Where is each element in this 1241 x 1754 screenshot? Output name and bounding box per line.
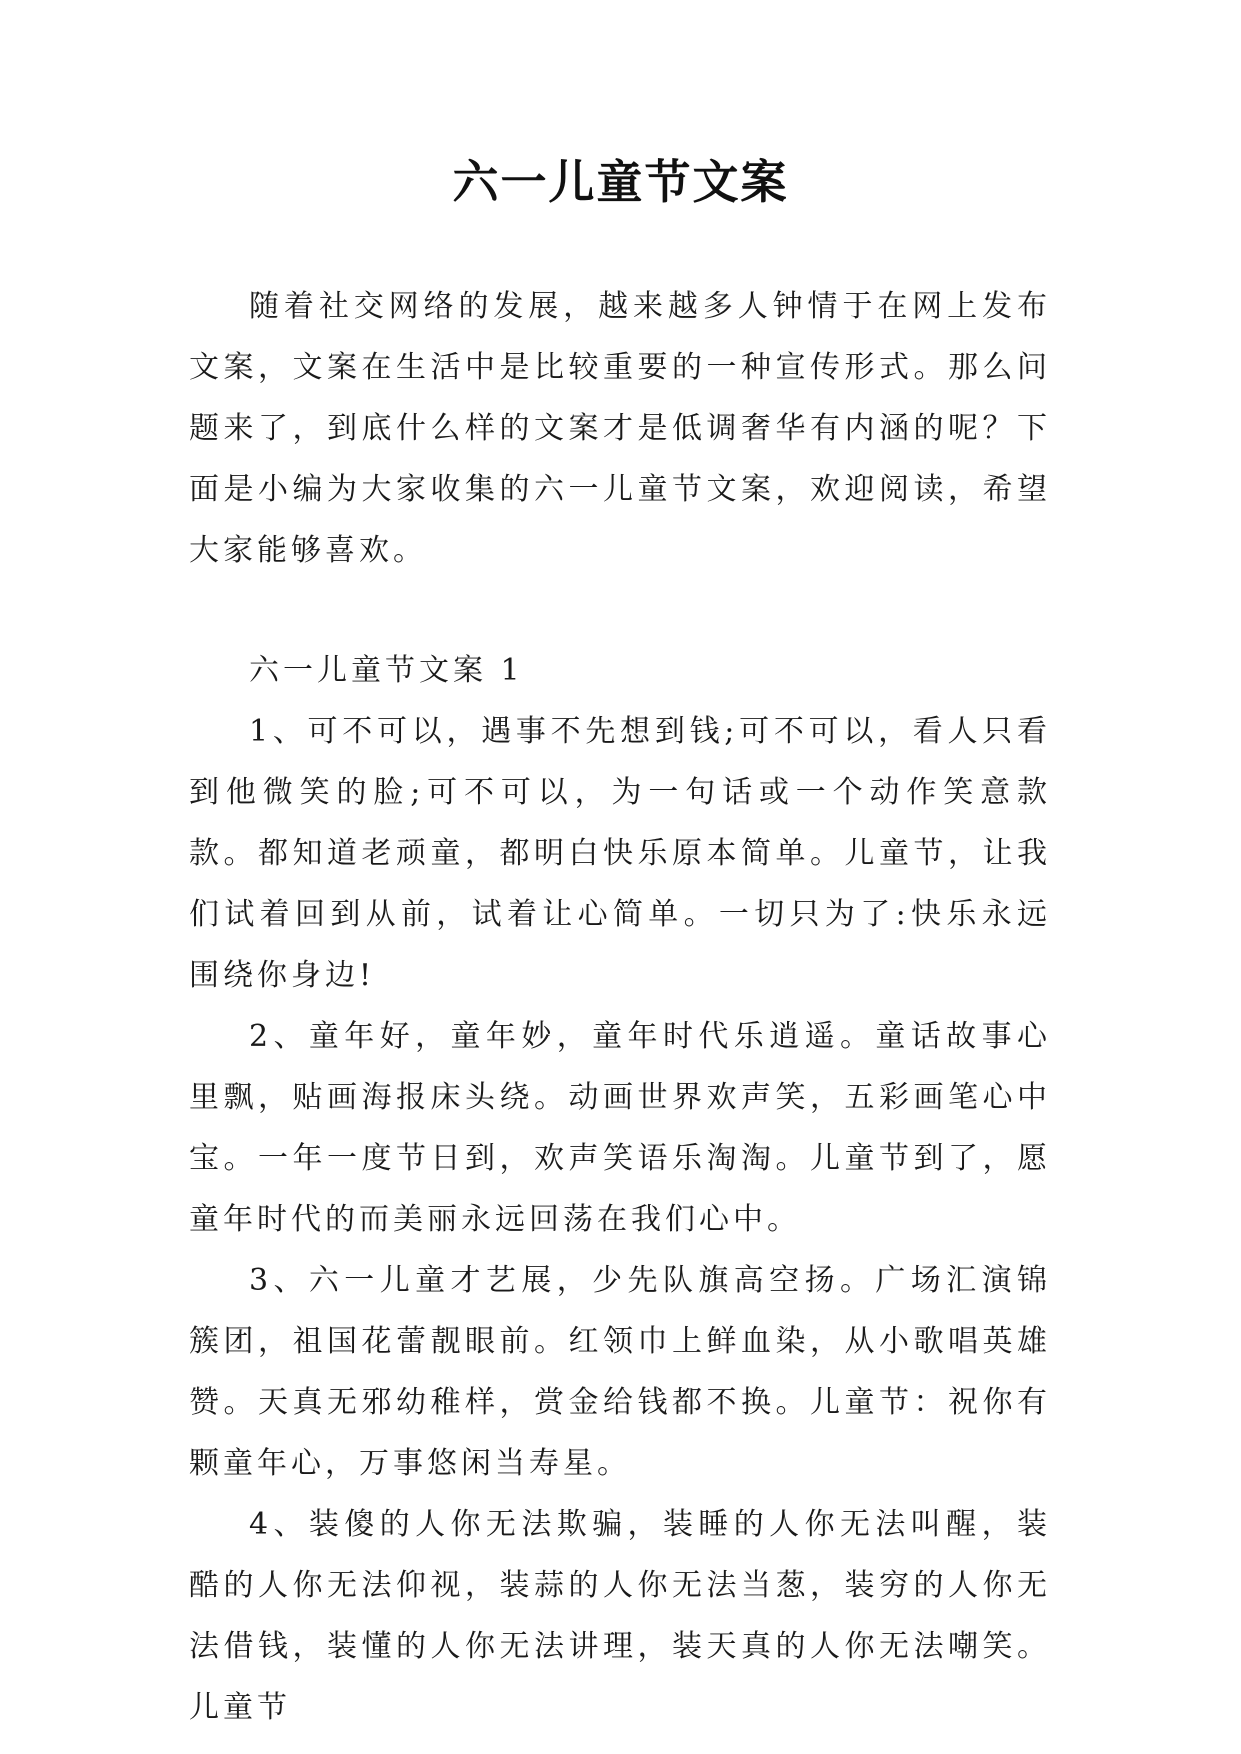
list-item: 2、童年好，童年妙，童年时代乐逍遥。童话故事心里飘，贴画海报床头绕。动画世界欢声笑，五彩画笔心中宝。一年一度节日到，欢声笑语乐淘淘。儿童节到了，愿童年时代的而美丽永远回荡在我们心中。 — [189, 1019, 1051, 1237]
intro-section — [189, 276, 1051, 581]
section-heading: 六一儿童节文案 1 — [249, 653, 524, 688]
list-item: 4、装傻的人你无法欺骗，装睡的人你无法叫醒，装酷的人你无法仰视，装蒜的人你无法当葱，装穷的人你无法借钱，装懂的人你无法讲理，装天真的人你无法嘲笑。儿童节 — [189, 1507, 1051, 1725]
intro-paragraph: 随着社交网络的发展，越来越多人钟情于在网上发布文案，文案在生活中是比较重要的一种宣传形式。那么问题来了，到底什么样的文案才是低调奢华有内涵的呢？下面是小编为大家收集的六一儿童节文案，欢迎阅读，希望大家能够喜欢。 — [189, 289, 1051, 568]
content-section — [189, 640, 1051, 1738]
list-item: 3、六一儿童才艺展，少先队旗高空扬。广场汇演锦簇团，祖国花蕾靓眼前。红领巾上鲜血染，从小歌唱英雄赞。天真无邪幼稚样，赏金给钱都不换。儿童节：祝你有颗童年心，万事悠闲当寿星。 — [189, 1263, 1051, 1481]
document-title: 六一儿童节文案 — [452, 155, 789, 209]
list-item: 1、可不可以，遇事不先想到钱;可不可以，看人只看到他微笑的脸;可不可以，为一句话或一个动作笑意款款。都知道老顽童，都明白快乐原本简单。儿童节，让我们试着回到从前，试着让心简单。一切只为了:快乐永远围绕你身边! — [189, 714, 1051, 993]
